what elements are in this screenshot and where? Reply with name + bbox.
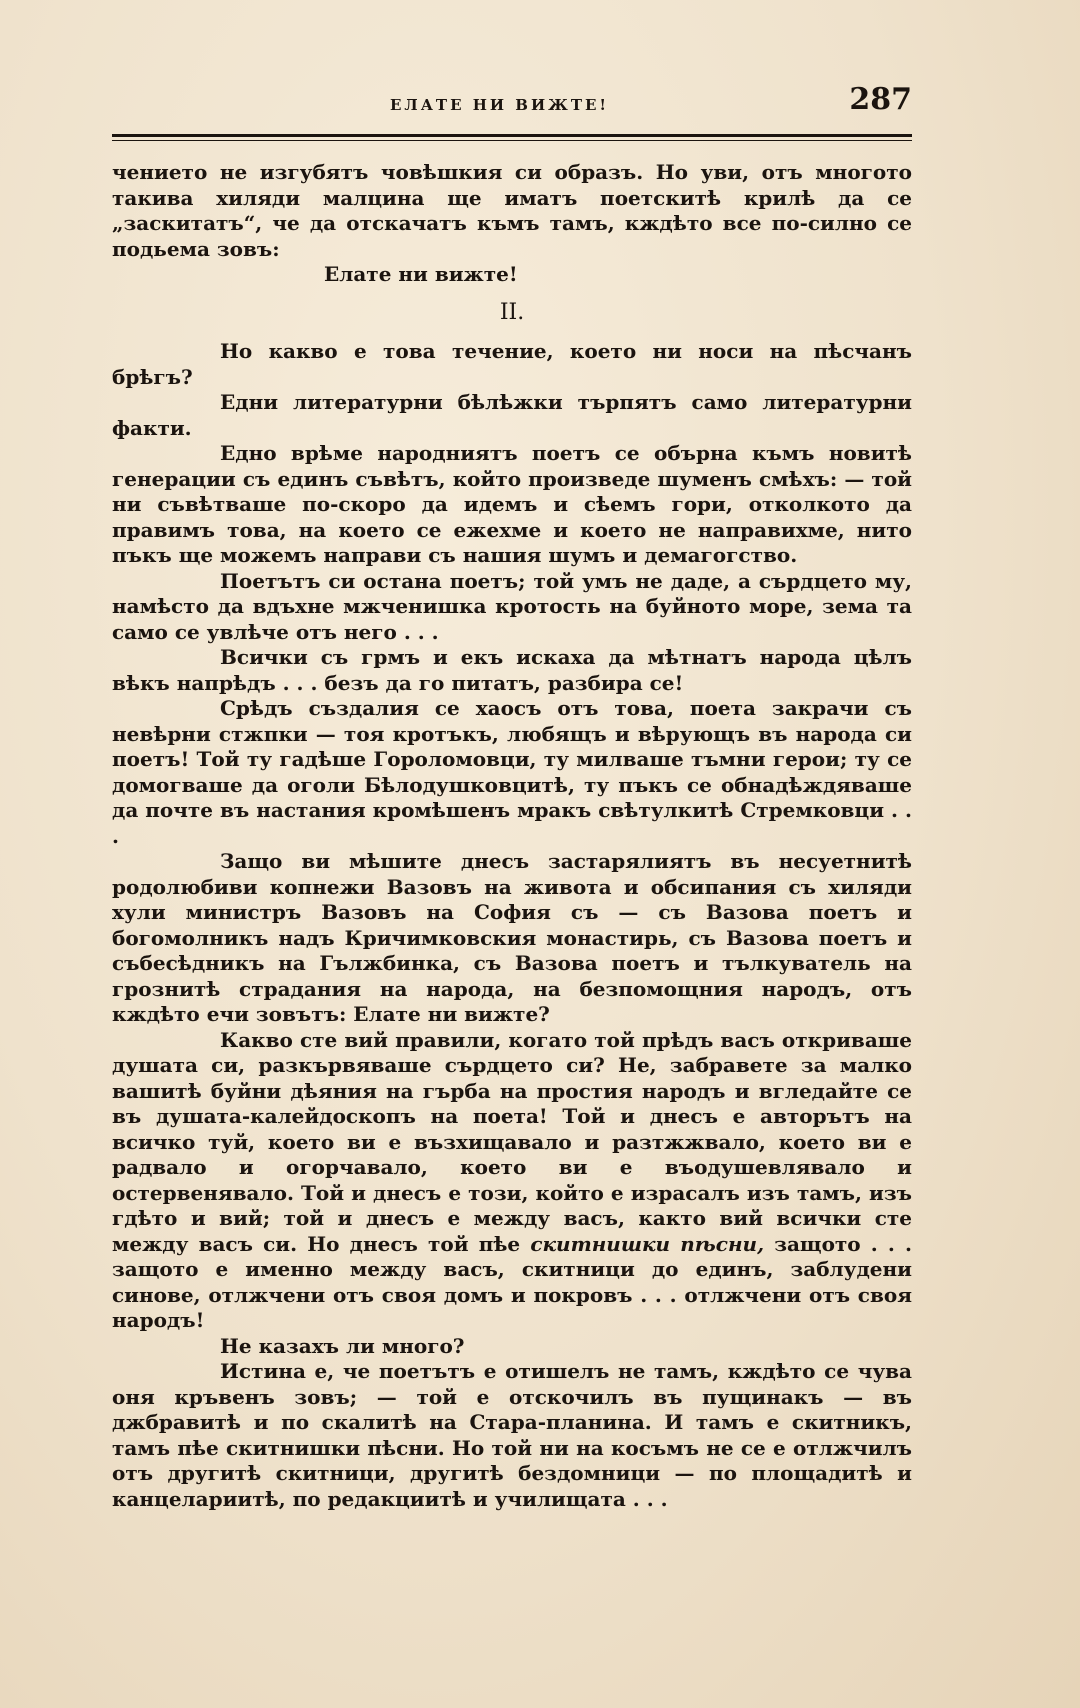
- paragraph-9-rest: защото . . . защото е именно между васъ, скитници до единъ, заблудени синове, отлжчени отъ своя домъ и покровъ . . . отлжчени отъ своя народъ!: [112, 1231, 912, 1332]
- header-rule-thick: [112, 134, 912, 137]
- paragraph-5: Поетътъ си остана поетъ; той умъ не даде, а сърдцето му, намѣсто да вдъхне мжченишка кротость на буйното море, зема та само се увлѣче отъ него . . .: [112, 568, 912, 644]
- verse-refrain: Елате ни вижте!: [324, 262, 518, 286]
- paragraph-6: Всички съ грмъ и екъ искаха да мѣтнатъ народа цѣлъ вѣкъ напрѣдъ . . . безъ да го питатъ, разбира се!: [112, 645, 912, 695]
- paragraph-2: Но какво е това течение, което ни носи на пѣсчанъ брѣгъ?: [112, 339, 912, 389]
- paragraph-1: чението не изгубятъ човѣшкия си образъ. Но уви, отъ многото такива хиляди малцина ще иматъ поетскитѣ крилѣ да се „заскитатъ“, че да отскачатъ къмъ тамъ, кждѣто все по-силно се подьема зовъ:: [112, 160, 912, 261]
- paragraph-8: Защо ви мѣшите днесъ застарялиятъ въ несуетнитѣ родолюбиви копнежи Вазовъ на живота и обсипания съ хиляди хули министръ Вазовъ на София съ — съ Вазова поетъ и богомолникъ надъ Кричимковския монастирь, съ Вазова поетъ и събесѣдникъ на Гължбинка, съ Вазова поетъ и тълкуватель на грознитѣ страдания на народа, на безпомощния народъ, отъ кждѣто ечи зовътъ: Елате ни вижте?: [112, 849, 912, 1026]
- paragraph-10: Не казахъ ли много?: [220, 1333, 465, 1358]
- paragraph-9: [112, 1028, 912, 1334]
- paragraph-4: Едно врѣме народниятъ поетъ се обърна къмъ новитѣ генерации съ единъ съвѣтъ, който произведе шуменъ смѣхъ: — той ни съвѣтваше по-скоро да идемъ и сѣемъ гори, отколкото да правимъ това, на което се ежехме и което не направихме, нито пъкъ ще можемъ направи съ нашия шумъ и демагогство.: [112, 441, 912, 567]
- header-rule-thin: [112, 140, 912, 141]
- page-number: 287: [849, 82, 912, 117]
- italic-phrase: скитнишки пѣсни,: [530, 1231, 765, 1256]
- body-text: [112, 160, 912, 1512]
- paragraph-7: Срѣдъ създалия се хаосъ отъ това, поета закрачи съ невѣрни стжпки — тоя кротъкъ, любящъ и вѣрующъ въ народа си поетъ! Той ту гадѣше Гороломовци, ту милваше тъмни герои; ту се домогваше да оголи Бѣлодушковцитѣ, ту пъкъ се обнадѣждяваше да почте въ настания кромѣшенъ мракъ свѣтулкитѣ Стремковци . . .: [112, 696, 912, 848]
- paragraph-9-text: Какво сте вий правили, когато той прѣдъ васъ откриваше душата си, разкървяваше сърдцето си? Не, забравете за малко вашитѣ буйни дѣяния на гърба на простия народъ и вгледайте се въ душата-калейдоскопъ на поета! Той и днесъ е авторътъ на всичко туй, което ви е възхищавало и разтжжвало, което ви е радвало и огорчавало, което ви е въодушевлявало и остервенявало. Той и днесъ е този, който е израсалъ изъ тамъ, изъ гдѣто и вий; той и днесъ е между васъ, както вий всички сте между васъ си. Но днесъ той пѣе: [112, 1027, 912, 1256]
- page-header: [112, 82, 912, 122]
- section-number: II.: [499, 299, 525, 325]
- running-title: ЕЛАТЕ НИ ВИЖТЕ!: [390, 96, 610, 114]
- paragraph-11: Истина е, че поетътъ е отишелъ не тамъ, кждѣто се чува оня кръвенъ зовъ; — той е отскочилъ въ пущинакъ — въ джбравитѣ и по скалитѣ на Стара-планина. И тамъ е скитникъ, тамъ пѣе скитнишки пѣсни. Но той ни на косъмъ не се е отлжчилъ отъ другитѣ скитници, другитѣ бездомници — по площадитѣ и канцелариитѣ, по редакциитѣ и училищата . . .: [112, 1359, 912, 1511]
- paragraph-3: Едни литературни бѣлѣжки търпятъ само литературни факти.: [112, 390, 912, 440]
